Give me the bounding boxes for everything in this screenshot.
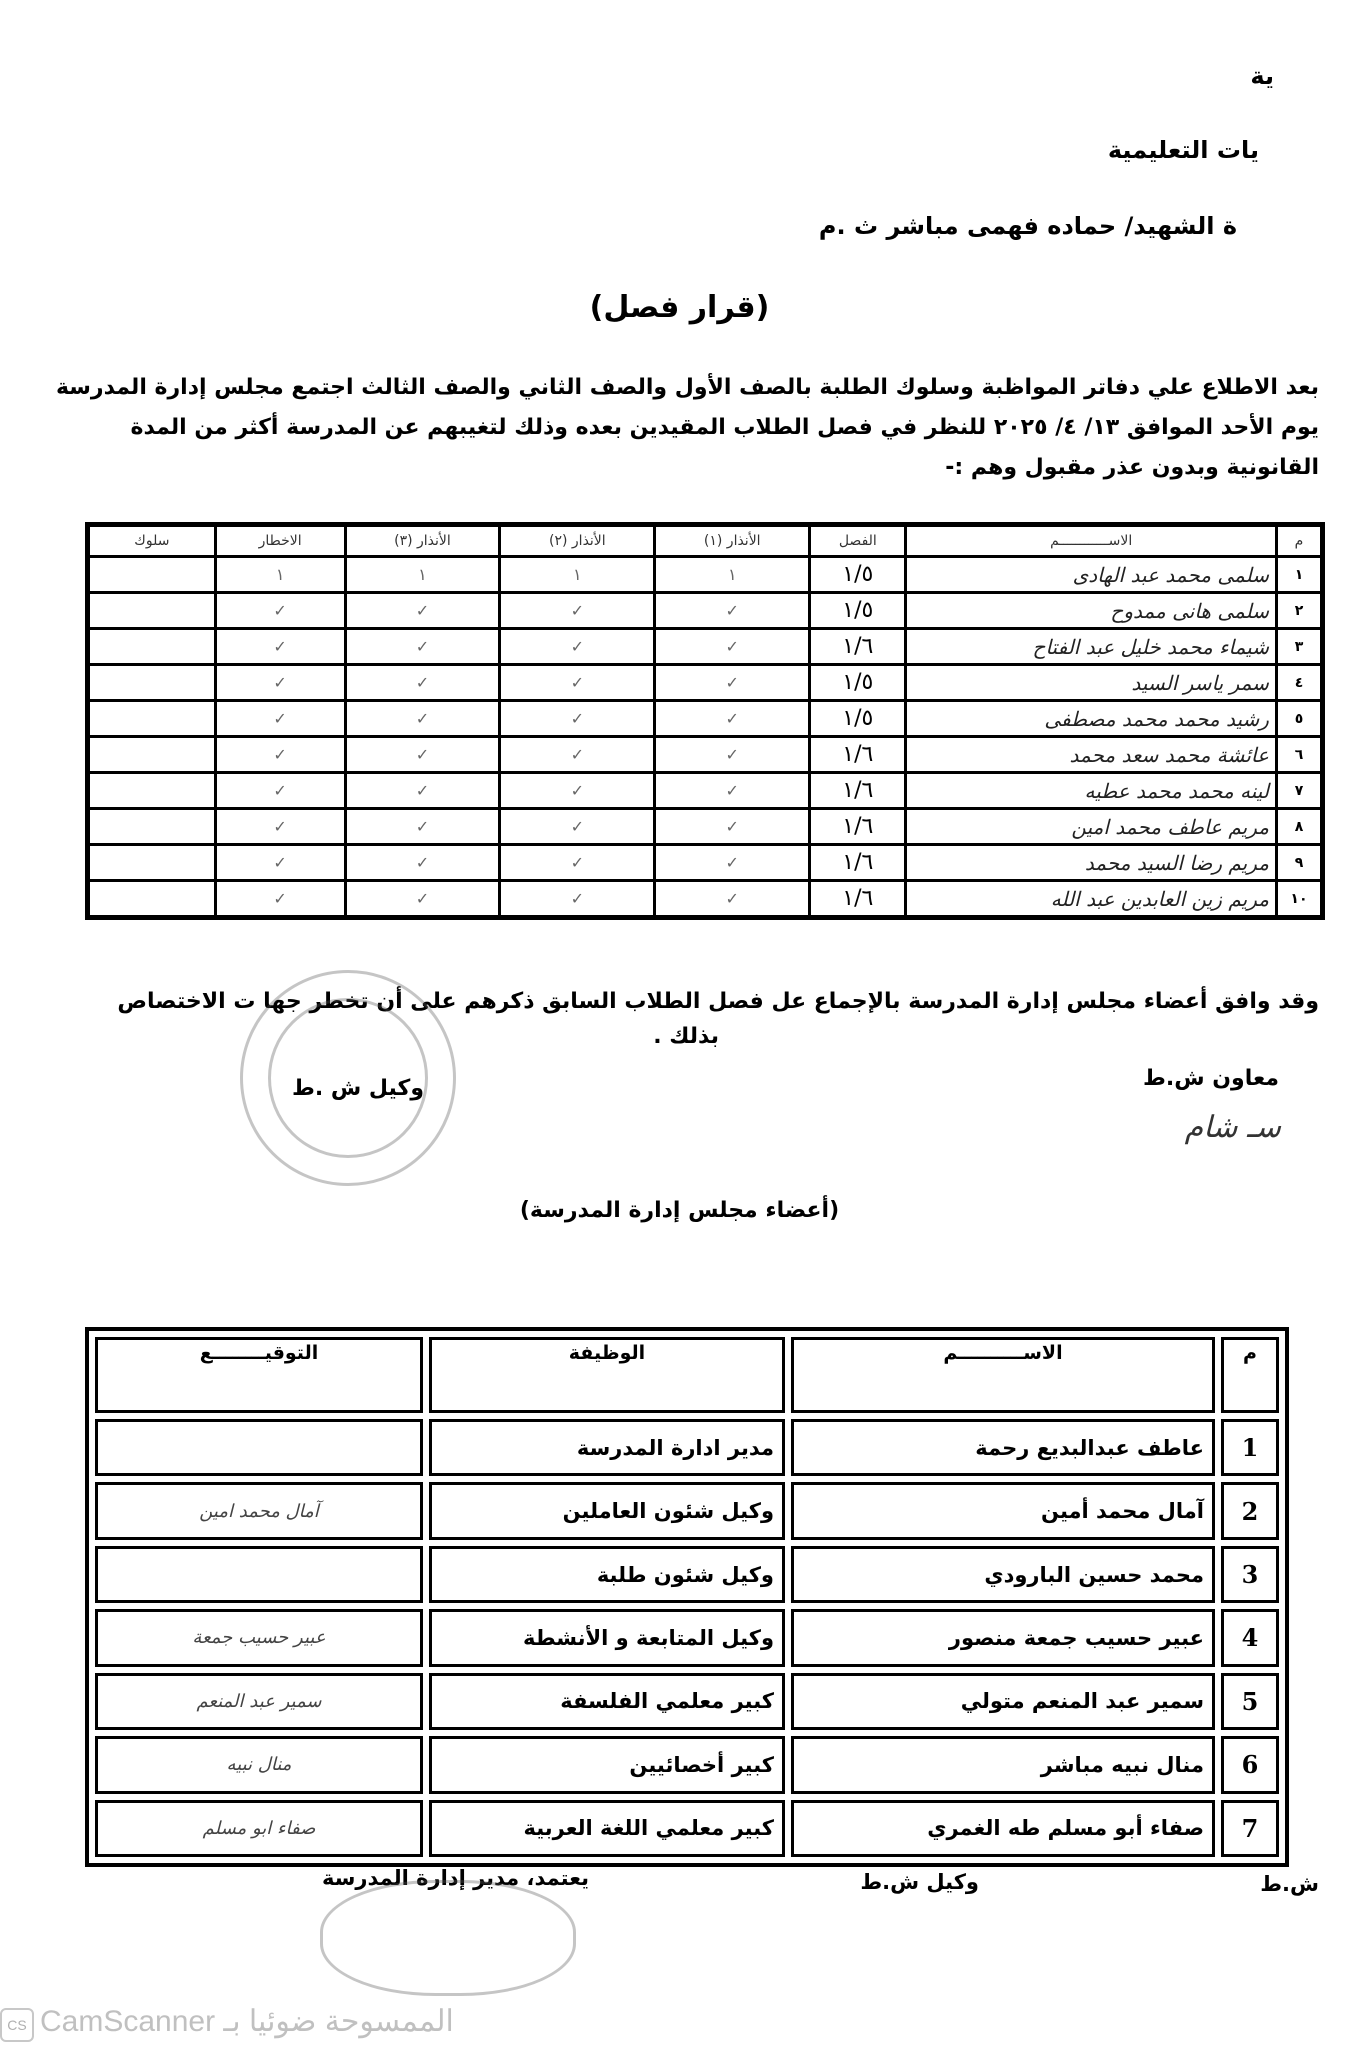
table-row <box>95 1673 1279 1730</box>
table-row <box>88 701 1323 737</box>
warning-2: ✓ <box>500 629 655 665</box>
header-line1: ية <box>1250 62 1274 90</box>
warning-1: ✓ <box>655 629 810 665</box>
col-name: الاســــــــــم <box>791 1337 1215 1413</box>
warning-1: ✓ <box>655 881 810 918</box>
student-class: ١/٦ <box>810 845 906 881</box>
member-job: وكيل شئون طلبة <box>429 1546 785 1603</box>
table-row <box>88 881 1323 918</box>
student-name: رشيد محمد محمد مصطفى <box>906 701 1276 737</box>
warning-3: ✓ <box>345 629 500 665</box>
table-row <box>95 1546 1279 1603</box>
student-class: ١/٦ <box>810 629 906 665</box>
table-row <box>88 629 1323 665</box>
notice: ✓ <box>215 629 345 665</box>
notice: ✓ <box>215 773 345 809</box>
table-row <box>88 665 1323 701</box>
student-name: شيماء محمد خليل عبد الفتاح <box>906 629 1276 665</box>
notice: ✓ <box>215 593 345 629</box>
warning-2: ✓ <box>500 809 655 845</box>
student-class: ١/٦ <box>810 881 906 918</box>
row-num: ٢ <box>1276 593 1322 629</box>
member-job: كبير معلمي الفلسفة <box>429 1673 785 1730</box>
conduct <box>88 593 216 629</box>
table-row <box>88 809 1323 845</box>
intro-line3: القانونية وبدون عذر مقبول وهم :- <box>945 455 1319 480</box>
member-signature <box>95 1546 423 1603</box>
table-row <box>88 737 1323 773</box>
table-row <box>88 773 1323 809</box>
student-class: ١/٥ <box>810 557 906 593</box>
approval-line1: وقد وافق أعضاء مجلس إدارة المدرسة بالإجماع عل فصل الطلاب السابق ذكرهم على أن تخطر جها ت الاختصاص <box>117 989 1319 1014</box>
warning-2: ✓ <box>500 881 655 918</box>
col-num: م <box>1221 1337 1279 1413</box>
row-num: ٩ <box>1276 845 1322 881</box>
table-row <box>95 1736 1279 1793</box>
header-school-name: ة الشهيد/ حماده فهمى مباشر ث .م <box>818 212 1237 240</box>
notice: ✓ <box>215 737 345 773</box>
notice: ✓ <box>215 809 345 845</box>
warning-1: ١ <box>655 557 810 593</box>
member-job: مدير ادارة المدرسة <box>429 1419 785 1476</box>
member-job: وكيل شئون العاملين <box>429 1482 785 1539</box>
footer-agent-label: وكيل ش.ط <box>860 1870 979 1894</box>
camscanner-logo-icon: CS <box>0 2008 34 2042</box>
approval-line2: بذلك . <box>653 1024 719 1049</box>
warning-3: ✓ <box>345 773 500 809</box>
student-name: سلمى هانى ممدوح <box>906 593 1276 629</box>
member-name: محمد حسين البارودي <box>791 1546 1215 1603</box>
warning-1: ✓ <box>655 665 810 701</box>
member-signature <box>95 1419 423 1476</box>
student-name: سلمى محمد عبد الهادى <box>906 557 1276 593</box>
row-num: ٣ <box>1276 629 1322 665</box>
col-num: م <box>1276 525 1322 557</box>
conduct <box>88 665 216 701</box>
notice: ✓ <box>215 665 345 701</box>
warning-1: ✓ <box>655 593 810 629</box>
conduct <box>88 701 216 737</box>
col-class: الفصل <box>810 525 906 557</box>
col-job: الوظيفة <box>429 1337 785 1413</box>
warning-2: ✓ <box>500 737 655 773</box>
council-title: (أعضاء مجلس إدارة المدرسة) <box>519 1198 840 1223</box>
footer-assistant-label: ش.ط <box>1260 1872 1319 1896</box>
students-table-header <box>88 525 1323 557</box>
col-warning-1: الأنذار (١) <box>655 525 810 557</box>
student-class: ١/٦ <box>810 773 906 809</box>
student-name: مريم عاطف محمد امين <box>906 809 1276 845</box>
member-name: عبير حسيب جمعة منصور <box>791 1609 1215 1666</box>
student-name: عائشة محمد سعد محمد <box>906 737 1276 773</box>
table-row <box>95 1609 1279 1666</box>
notice: ✓ <box>215 701 345 737</box>
row-num: 6 <box>1221 1736 1279 1793</box>
row-num: 3 <box>1221 1546 1279 1603</box>
warning-1: ✓ <box>655 845 810 881</box>
warning-2: ✓ <box>500 665 655 701</box>
member-signature: منال نبيه <box>95 1736 423 1793</box>
conduct <box>88 773 216 809</box>
table-row <box>95 1482 1279 1539</box>
row-num: 4 <box>1221 1609 1279 1666</box>
warning-3: ✓ <box>345 881 500 918</box>
member-job: وكيل المتابعة و الأنشطة <box>429 1609 785 1666</box>
row-num: ١٠ <box>1276 881 1322 918</box>
assistant-label: معاون ش.ط <box>1143 1066 1279 1091</box>
col-signature: التوقيــــــــع <box>95 1337 423 1413</box>
student-name: مريم زين العابدين عبد الله <box>906 881 1276 918</box>
assistant-signature: سـ شام <box>1184 1110 1281 1145</box>
council-table <box>85 1327 1289 1867</box>
col-name: الاســــــــــــم <box>906 525 1276 557</box>
student-name: لينه محمد محمد عطيه <box>906 773 1276 809</box>
warning-3: ١ <box>345 557 500 593</box>
student-name: سمر ياسر السيد <box>906 665 1276 701</box>
member-name: منال نبيه مباشر <box>791 1736 1215 1793</box>
warning-1: ✓ <box>655 773 810 809</box>
col-notice: الاخطار <box>215 525 345 557</box>
notice: ١ <box>215 557 345 593</box>
notice: ✓ <box>215 881 345 918</box>
row-num: 2 <box>1221 1482 1279 1539</box>
col-warning-2: الأنذار (٢) <box>500 525 655 557</box>
student-name: مريم رضا السيد محمد <box>906 845 1276 881</box>
member-signature: صفاء ابو مسلم <box>95 1800 423 1857</box>
intro-line1: بعد الاطلاع علي دفاتر المواظبة وسلوك الطلبة بالصف الأول والصف الثاني والصف الثالث اجتمع مجلس إدارة المدرسة <box>55 375 1319 400</box>
conduct <box>88 737 216 773</box>
row-num: 1 <box>1221 1419 1279 1476</box>
warning-1: ✓ <box>655 701 810 737</box>
row-num: ٨ <box>1276 809 1322 845</box>
footer-head-label: يعتمد، مدير إدارة المدرسة <box>322 1866 589 1890</box>
warning-3: ✓ <box>345 701 500 737</box>
conduct <box>88 845 216 881</box>
member-name: عاطف عبدالبديع رحمة <box>791 1419 1215 1476</box>
warning-2: ١ <box>500 557 655 593</box>
warning-2: ✓ <box>500 593 655 629</box>
warning-3: ✓ <box>345 665 500 701</box>
warning-3: ✓ <box>345 809 500 845</box>
member-name: صفاء أبو مسلم طه الغمري <box>791 1800 1215 1857</box>
row-num: ٦ <box>1276 737 1322 773</box>
table-row <box>88 593 1323 629</box>
intro-line2: يوم الأحد الموافق ١٣/ ٤/ ٢٠٢٥ للنظر في فصل الطلاب المقيدين بعده وذلك لتغيبهم عن المدرسة أكثر من المدة <box>130 415 1319 440</box>
warning-3: ✓ <box>345 737 500 773</box>
member-job: كبير أخصائيين <box>429 1736 785 1793</box>
conduct <box>88 557 216 593</box>
council-table-header <box>95 1337 1279 1413</box>
member-job: كبير معلمي اللغة العربية <box>429 1800 785 1857</box>
student-class: ١/٦ <box>810 737 906 773</box>
document-title: (قرار فصل) <box>589 290 770 325</box>
warning-2: ✓ <box>500 701 655 737</box>
student-class: ١/٥ <box>810 701 906 737</box>
member-signature: سمير عبد المنعم <box>95 1673 423 1730</box>
warning-3: ✓ <box>345 593 500 629</box>
warning-3: ✓ <box>345 845 500 881</box>
scanner-watermark: الممسوحة ضوئيا بـ CamScanner <box>40 2005 454 2038</box>
agent-label: وكيل ش .ط <box>292 1076 424 1101</box>
row-num: ٤ <box>1276 665 1322 701</box>
notice: ✓ <box>215 845 345 881</box>
footer-stamp <box>320 1880 576 1996</box>
student-class: ١/٥ <box>810 593 906 629</box>
row-num: ٥ <box>1276 701 1322 737</box>
student-class: ١/٥ <box>810 665 906 701</box>
col-warning-3: الأنذار (٣) <box>345 525 500 557</box>
table-row <box>95 1800 1279 1857</box>
table-row <box>88 845 1323 881</box>
row-num: ٧ <box>1276 773 1322 809</box>
students-table <box>85 522 1325 920</box>
warning-2: ✓ <box>500 845 655 881</box>
table-row <box>95 1419 1279 1476</box>
header-line2: يات التعليمية <box>1107 136 1259 164</box>
row-num: ١ <box>1276 557 1322 593</box>
row-num: 7 <box>1221 1800 1279 1857</box>
warning-1: ✓ <box>655 809 810 845</box>
row-num: 5 <box>1221 1673 1279 1730</box>
warning-1: ✓ <box>655 737 810 773</box>
member-name: سمير عبد المنعم متولي <box>791 1673 1215 1730</box>
table-row <box>88 557 1323 593</box>
student-class: ١/٦ <box>810 809 906 845</box>
member-signature: آمال محمد امين <box>95 1482 423 1539</box>
warning-2: ✓ <box>500 773 655 809</box>
member-signature: عبير حسيب جمعة <box>95 1609 423 1666</box>
conduct <box>88 809 216 845</box>
conduct <box>88 629 216 665</box>
conduct <box>88 881 216 918</box>
member-name: آمال محمد أمين <box>791 1482 1215 1539</box>
col-conduct: سلوك <box>88 525 216 557</box>
